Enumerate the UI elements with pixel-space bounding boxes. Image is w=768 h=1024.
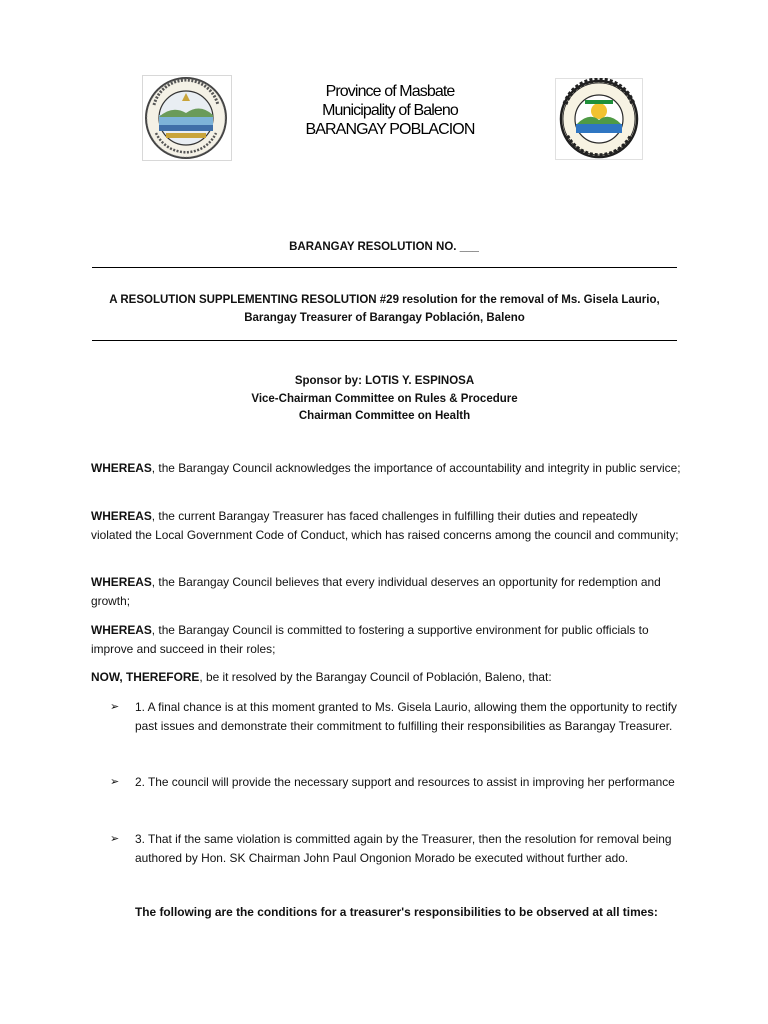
title-line-2: Barangay Treasurer of Barangay Población, Baleno xyxy=(244,312,525,324)
whereas-clause: WHEREAS, the current Barangay Treasurer has faced challenges in fulfilling their duties and repeatedly violated the Local Government Code of Conduct, which has raised concerns among the council and community; xyxy=(91,509,679,542)
arrow-bullet-icon: ➢ xyxy=(110,833,120,845)
sponsor-role-2: Chairman Committee on Health xyxy=(298,410,471,422)
whereas-clause: WHEREAS, the Barangay Council acknowledges the importance of accountability and integrity in public service; xyxy=(91,461,681,475)
resolution-title xyxy=(92,291,677,327)
municipality-line: Municipality of Baleno xyxy=(322,102,458,119)
conditions-heading: The following are the conditions for a treasurer's responsibilities to be observed at all times: xyxy=(135,905,658,919)
divider xyxy=(92,340,677,341)
bayan-ng-baleno-seal xyxy=(555,78,643,160)
sponsor-block xyxy=(92,373,677,426)
whereas-clause: WHEREAS, the Barangay Council is committed to fostering a supportive environment for public officials to improve and succeed in their roles; xyxy=(91,623,649,656)
barangay-line: BARANGAY POBLACION xyxy=(305,121,475,138)
letterhead xyxy=(240,82,540,139)
divider xyxy=(92,267,677,268)
arrow-bullet-icon: ➢ xyxy=(110,701,120,713)
resolution-item-text: 1. A final chance is at this moment granted to Ms. Gisela Laurio, allowing them the opportunity to rectify past issues and demonstrate their commitment to fulfilling their responsibilities as Barangay Treasurer. xyxy=(135,700,677,733)
resolution-number: BARANGAY RESOLUTION NO. ___ xyxy=(289,241,479,253)
resolution-item-text: 3. That if the same violation is committed again by the Treasurer, then the resolution for removal being authored by Hon. SK Chairman John Paul Ongonion Morado be executed without further ado. xyxy=(135,832,672,865)
province-line: Province of Masbate xyxy=(325,83,455,100)
arrow-bullet-icon: ➢ xyxy=(110,776,120,788)
now-therefore-clause: NOW, THEREFORE, be it resolved by the Barangay Council of Población, Baleno, that: xyxy=(91,670,552,684)
sponsor-role-1: Vice-Chairman Committee on Rules & Procedure xyxy=(251,392,518,405)
barangay-poblacion-seal xyxy=(142,75,232,161)
resolution-item-text: 2. The council will provide the necessary support and resources to assist in improving her performance xyxy=(135,775,675,789)
title-line-1: A RESOLUTION SUPPLEMENTING RESOLUTION #29 resolution for the removal of Ms. Gisela Laurio, xyxy=(109,294,660,306)
sponsor-name: Sponsor by: LOTIS Y. ESPINOSA xyxy=(294,375,475,387)
whereas-clause: WHEREAS, the Barangay Council believes that every individual deserves an opportunity for redemption and growth; xyxy=(91,575,661,608)
